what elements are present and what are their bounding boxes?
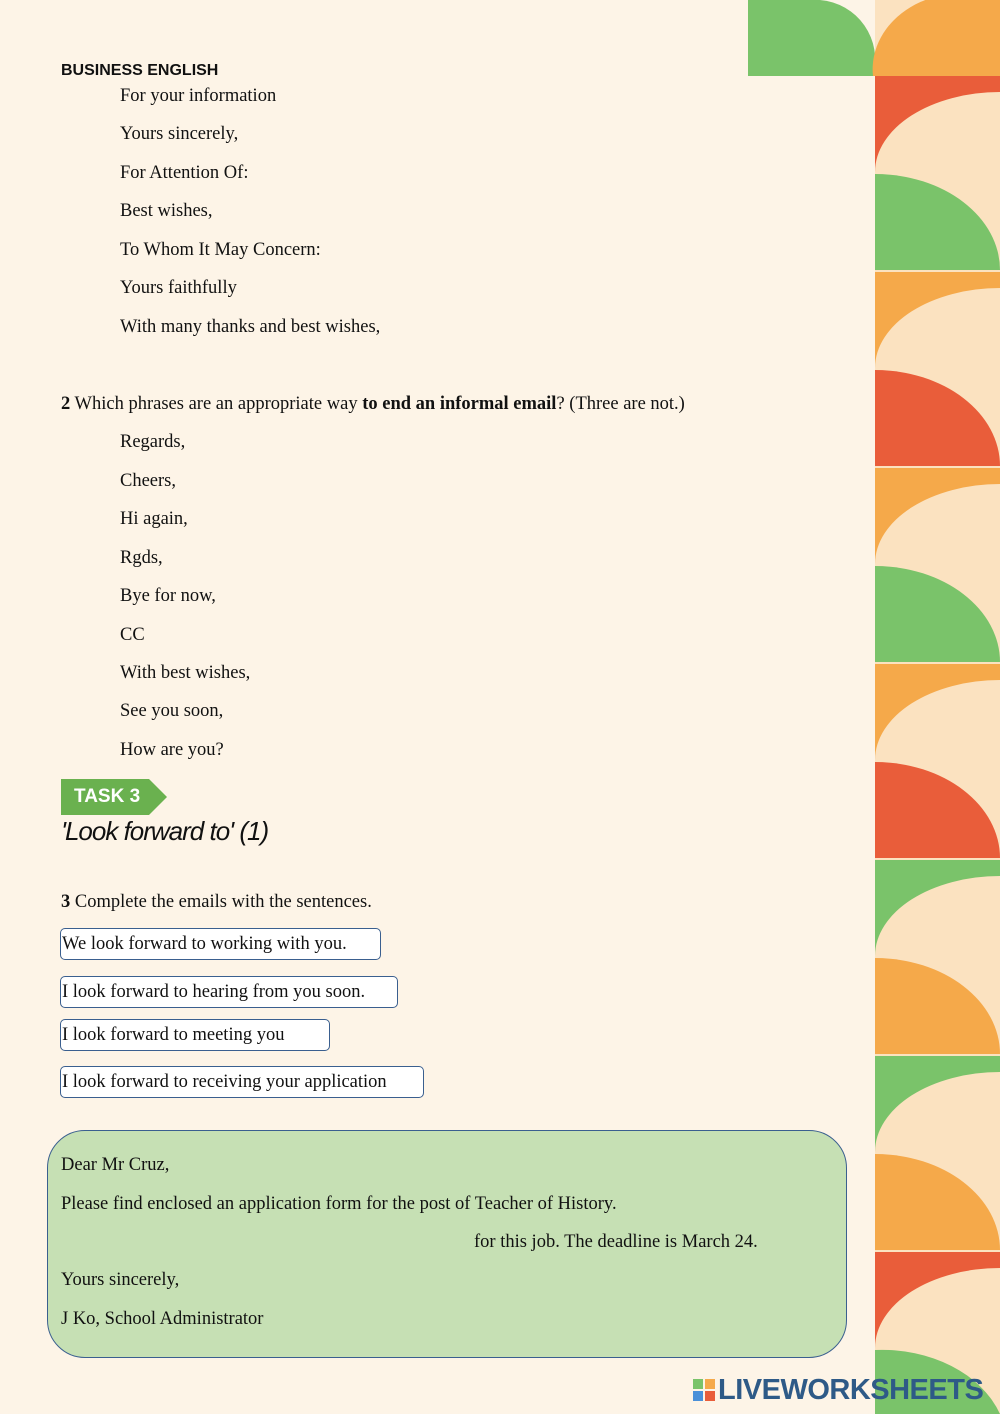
list1-item: Best wishes, (120, 201, 213, 221)
list2-item[interactable]: Cheers, (120, 471, 176, 491)
page-header: BUSINESS ENGLISH (61, 62, 219, 79)
question-text: Which phrases are an appropriate way (74, 394, 358, 414)
question-number: 2 (61, 394, 71, 414)
list1-item: For Attention Of: (120, 163, 249, 183)
email-line-2: for this job. The deadline is March 24. (474, 1232, 758, 1252)
liveworksheets-logo (693, 1372, 983, 1408)
list1-item: For your information (120, 86, 277, 106)
logo-mark-icon (693, 1379, 715, 1401)
email-blank-input[interactable] (60, 1228, 474, 1256)
sentence-option-3[interactable]: I look forward to meeting you (60, 1019, 330, 1051)
list2-item[interactable]: Rgds, (120, 548, 163, 568)
question-emphasis: to end an informal email (362, 394, 557, 414)
email-signature: J Ko, School Administrator (61, 1309, 264, 1329)
list2-item[interactable]: CC (120, 625, 145, 645)
question-text: Complete the emails with the sentences. (74, 892, 372, 912)
logo-text: LIVEWORKSHEETS (718, 1373, 984, 1406)
list2-item[interactable]: See you soon, (120, 701, 224, 721)
list2-item[interactable]: Regards, (120, 432, 186, 452)
list2-item[interactable]: Hi again, (120, 509, 188, 529)
list1-item: With many thanks and best wishes, (120, 317, 381, 337)
list2-item[interactable]: How are you? (120, 740, 224, 760)
list1-item: To Whom It May Concern: (120, 240, 321, 260)
list1-item: Yours faithfully (120, 278, 237, 298)
task-tag (61, 779, 167, 815)
task-tag-label: TASK 3 (74, 786, 141, 807)
sentence-option-1[interactable]: We look forward to working with you. (60, 928, 381, 960)
list1-item: Yours sincerely, (120, 124, 239, 144)
list2-item[interactable]: With best wishes, (120, 663, 251, 683)
email-greeting: Dear Mr Cruz, (61, 1155, 170, 1175)
list2-item[interactable]: Bye for now, (120, 586, 216, 606)
question-text-end: ? (Three are not.) (556, 394, 685, 414)
question-3 (61, 891, 372, 913)
question-number: 3 (61, 892, 71, 912)
task-title: 'Look forward to' (1) (61, 816, 269, 846)
question-2 (61, 393, 685, 415)
email-line-1: Please find enclosed an application form for the post of Teacher of History. (61, 1194, 617, 1214)
email-closing: Yours sincerely, (61, 1270, 180, 1290)
email-card (47, 1130, 847, 1358)
sentence-option-2[interactable]: I look forward to hearing from you soon. (60, 976, 398, 1008)
sentence-option-4[interactable]: I look forward to receiving your application (60, 1066, 424, 1098)
